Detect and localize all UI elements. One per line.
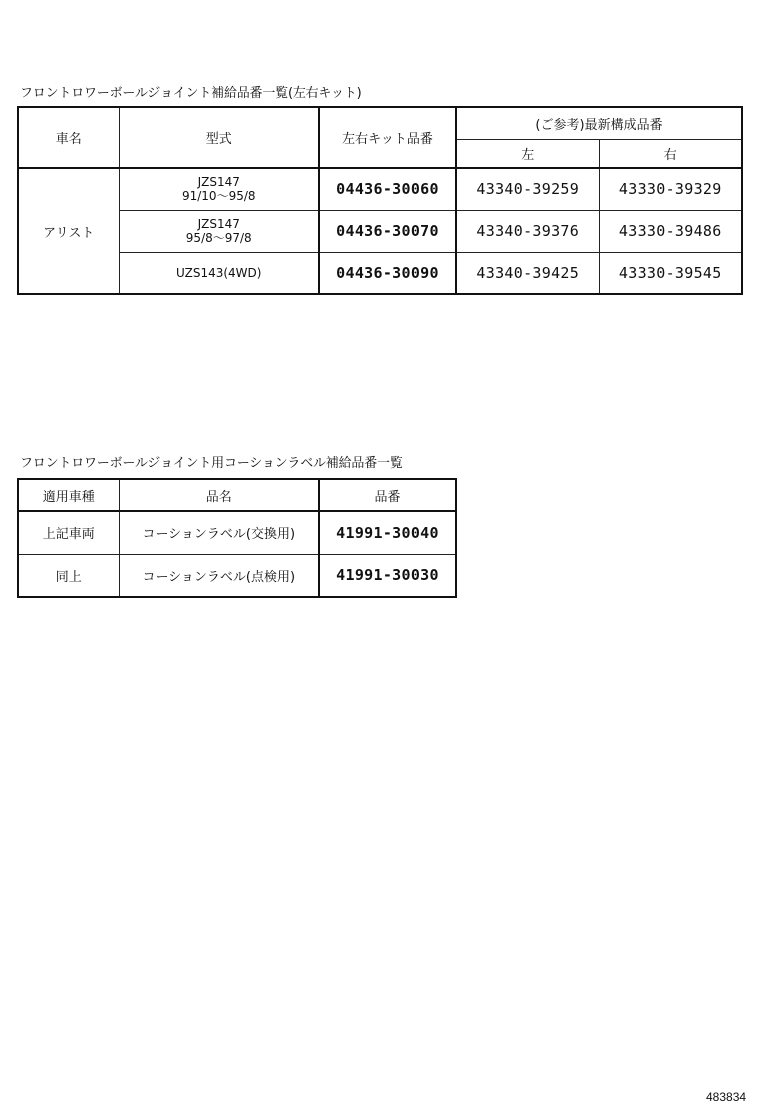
model-cell: JZS147 91/10〜95/8 [119,168,319,210]
right-part-number-cell: 43330-39329 [599,168,742,210]
header-model: 型式 [119,107,319,168]
document-number: 483834 [706,1090,747,1104]
right-part-number-cell: 43330-39545 [599,252,742,294]
left-part-number-cell: 43340-39376 [456,210,599,252]
right-part-number-cell: 43330-39486 [599,210,742,252]
part-number-cell: 41991-30030 [319,554,456,597]
left-part-number-cell: 43340-39259 [456,168,599,210]
header-left: 左 [456,139,599,168]
kit-part-number-cell: 04436-30090 [319,252,456,294]
header-vehicle-name: 車名 [18,107,119,168]
kit-parts-table [17,106,743,295]
header-item-name: 品名 [119,479,319,511]
kit-table-caption: フロントロワーボールジョイント補給品番一覧(左右キット) [20,86,362,101]
vehicle-name-cell: アリスト [18,168,119,294]
kit-part-number-cell: 04436-30070 [319,210,456,252]
applicable-vehicle-cell: 上記車両 [18,511,119,554]
header-kit-part-number: 左右キット品番 [319,107,456,168]
header-right: 右 [599,139,742,168]
part-number-cell: 41991-30040 [319,511,456,554]
model-cell: UZS143(4WD) [119,252,319,294]
label-table-caption: フロントロワーボールジョイント用コーションラベル補給品番一覧 [20,456,403,471]
kit-part-number-cell: 04436-30060 [319,168,456,210]
header-reference-parts: (ご参考)最新構成品番 [456,107,742,139]
model-cell: JZS147 95/8〜97/8 [119,210,319,252]
item-name-cell: コーションラベル(交換用) [119,511,319,554]
applicable-vehicle-cell: 同上 [18,554,119,597]
header-applicable-vehicle: 適用車種 [18,479,119,511]
caution-label-table [17,478,457,598]
header-part-number: 品番 [319,479,456,511]
left-part-number-cell: 43340-39425 [456,252,599,294]
item-name-cell: コーションラベル(点検用) [119,554,319,597]
